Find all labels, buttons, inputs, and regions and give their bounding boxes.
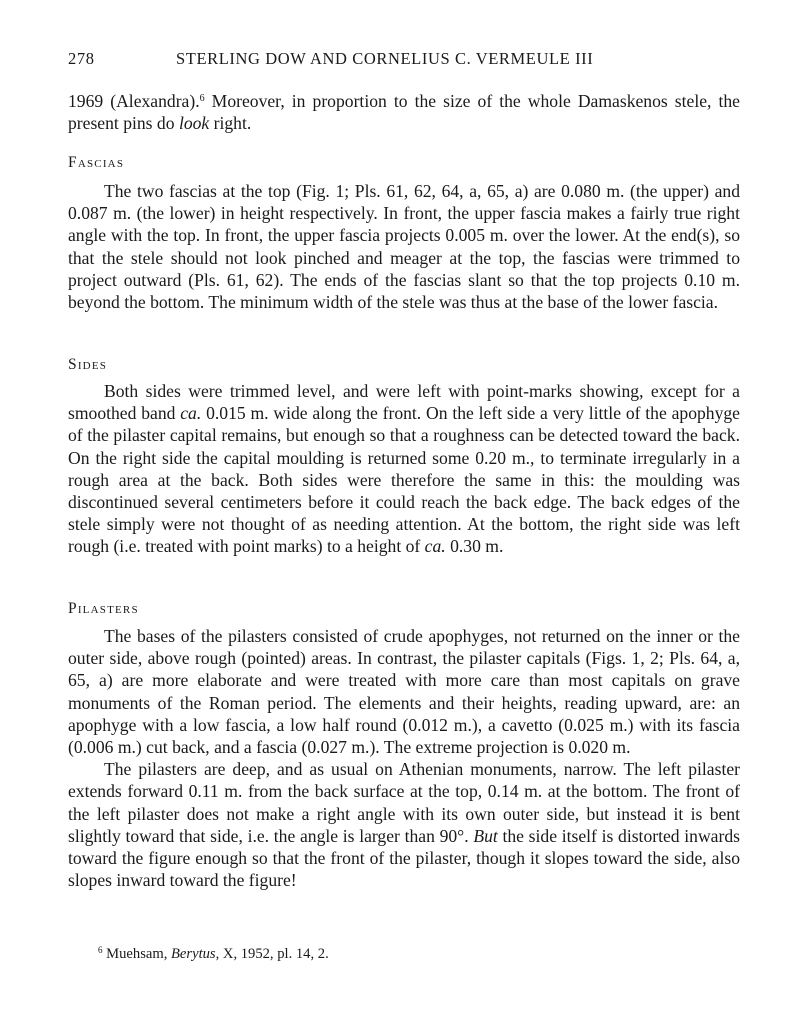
footnote-marker: 6: [199, 93, 205, 104]
sides-paragraph: Both sides were trimmed level, and were left with point-marks showing, except for a smoothed band ca. 0.015 m. wide along the front. On the left side a very little of the apophyge of the pilaster capital remains, but enough so that a roughness can be detected toward the back. On the right side the capital moulding is returned some 0.20 m., to terminate irregularly in a rough area at the back. Both sides were therefore the same in this: the moulding was discontinued several centimeters before it could reach the back edge. The back edges of the stele simply were not thought of as needing attention. At the bottom, the right side was left rough (i.e. treated with point marks) to a height of ca. 0.30 m.: [68, 381, 740, 557]
running-title: STERLING DOW AND CORNELIUS C. VERMEULE III: [176, 49, 594, 68]
footnote: $^6$ Muehsam, Berytus, X, 1952, pl. 14, 2.: [98, 945, 329, 962]
heading-sides: Sides: [68, 356, 108, 373]
page-number: 278: [68, 49, 95, 68]
running-head: [68, 49, 740, 73]
heading-fascias: Fascias: [68, 154, 125, 171]
intro-paragraph: 1969 (Alexandra).$^6$ Moreover, in proportion to the size of the whole Damaskenos stele, the present pins do look right.: [68, 91, 740, 134]
heading-pilasters: Pilasters: [68, 600, 139, 617]
pilasters-section: [68, 625, 740, 891]
fascias-paragraph: The two fascias at the top (Fig. 1; Pls. 61, 62, 64, a, 65, a) are 0.080 m. (the upper) and 0.087 m. (the lower) in height respectively. In front, the upper fascia makes a fairly true right angle with the top. In front, the upper fascia projects 0.005 m. over the lower. At the end(s), so that the stele should not look pinched and meager at the top, the fascias were trimmed to project outward (Pls. 61, 62). The ends of the fascias slant so that the top projects 0.10 m. beyond the bottom. The minimum width of the stele was thus at the base of the lower fascia.: [68, 181, 740, 313]
pilasters-paragraph-2: The pilasters are deep, and as usual on Athenian monuments, narrow. The left pilaster extends forward 0.11 m. from the back surface at the top, 0.14 m. at the bottom. The front of the left pilaster does not make a right angle with its own outer side, but instead it is bent slightly toward that side, i.e. the angle is larger than 90°. But the side itself is distorted inwards toward the figure enough so that the front of the pilaster, though it slopes toward the side, also slopes inward toward the figure!: [68, 759, 740, 891]
pilasters-paragraph-1: The bases of the pilasters consisted of crude apophyges, not returned on the inner or the outer side, above rough (pointed) areas. In contrast, the pilaster capitals (Figs. 1, 2; Pls. 64, a, 65, a) are more elaborate and were treated with more care than most capitals on grave monuments of the Roman period. The elements and their heights, reading upward, are: an apophyge with a low fascia, a low half round (0.012 m.), a cavetto (0.025 m.) with its fascia (0.006 m.) cut back, and a fascia (0.027 m.). The extreme projection is 0.020 m.: [68, 626, 740, 758]
